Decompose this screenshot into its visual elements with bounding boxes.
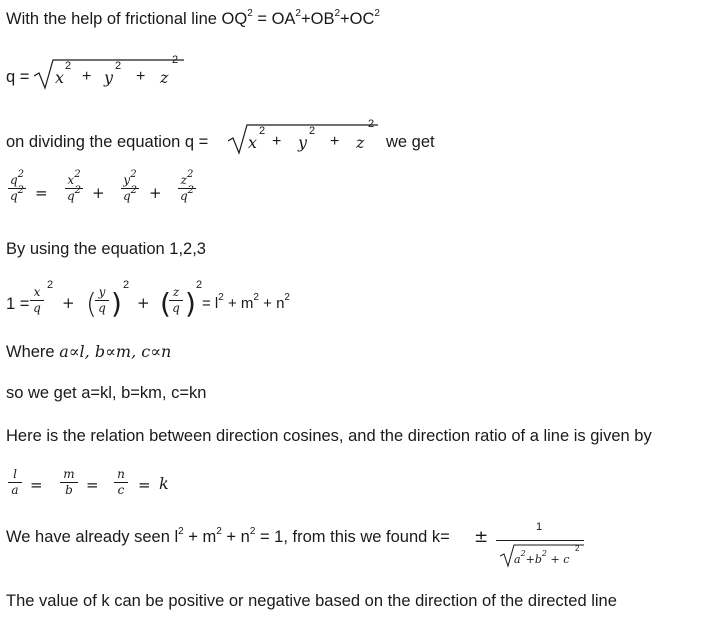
equation-line-oq: With the help of frictional line $OQ^2 = OA^2+OB^2+OC^2$ <box>6 7 380 28</box>
text-where-proportional: Where a∝l, b∝m, c∝n <box>6 342 172 361</box>
fraction-l-a: l a <box>8 468 22 497</box>
text-so-we-get: so we get a=kl, b=km, c=kn <box>6 384 207 402</box>
text-relation-direction-cosines: Here is the relation between direction cosines, and the direction ratio of a line is given by <box>6 427 652 445</box>
fraction-z-q: $z^2$ $q^2$ <box>179 169 195 203</box>
fraction-y-over-q: y q <box>95 286 109 315</box>
fraction-x-q: $x^2$ $q^2$ <box>66 169 82 203</box>
text-value-of-k: The value of k can be positive or negative based on the direction of the directed line <box>6 592 617 610</box>
text-using-equation: By using the equation 1,2,3 <box>6 240 206 258</box>
fraction-m-b: m b <box>60 468 78 497</box>
fraction-x-over-q: x q <box>30 286 44 315</box>
fraction-q-q: $q^2$ $q^2$ <box>9 169 25 203</box>
fraction-z-over-q: z q <box>169 286 183 315</box>
fraction-y-q: $y^2$ $q^2$ <box>122 169 138 203</box>
fraction-n-c: n c <box>114 468 128 497</box>
fraction-bar <box>496 540 584 541</box>
